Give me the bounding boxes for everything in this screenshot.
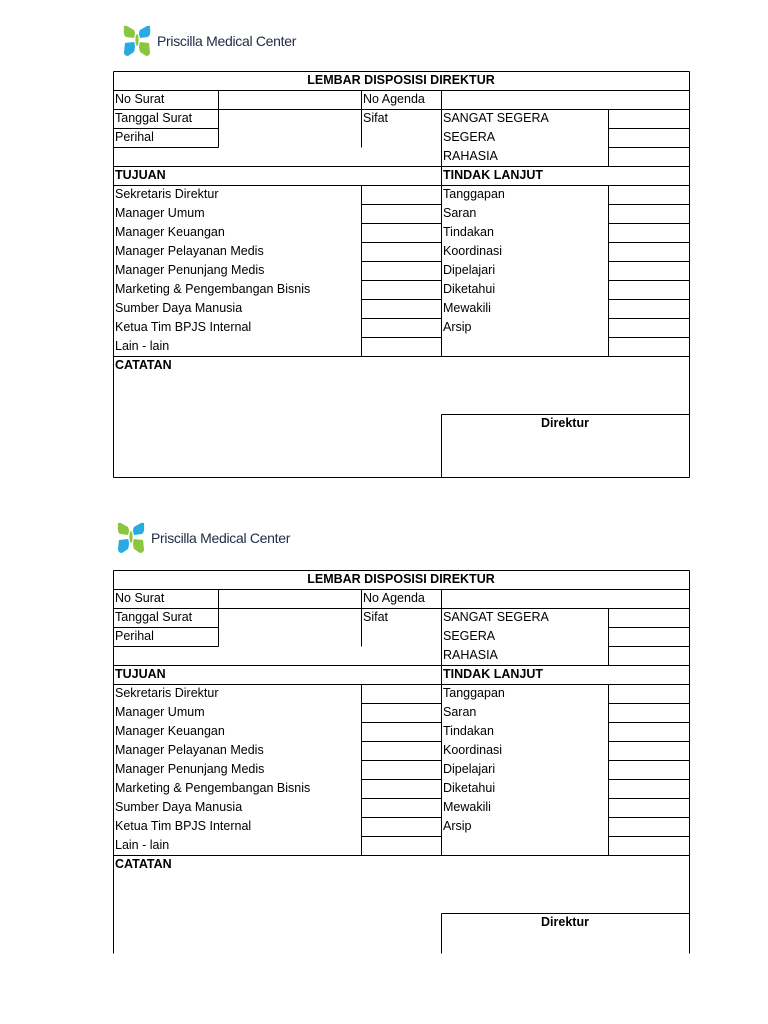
- no-surat-label: No Surat: [115, 92, 165, 106]
- tanggal-surat-label: Tanggal Surat: [115, 610, 193, 624]
- tujuan-item: Lain - lain: [115, 339, 170, 353]
- no-agenda-label: No Agenda: [363, 92, 425, 106]
- tindak-lanjut-item: Dipelajari: [443, 263, 496, 277]
- logo: [115, 521, 290, 555]
- tindak-lanjut-item: Saran: [443, 705, 477, 719]
- tujuan-item: Marketing & Pengembangan Bisnis: [115, 282, 311, 296]
- tujuan-item: Sumber Daya Manusia: [115, 800, 243, 814]
- direktur-signature-label: Direktur: [541, 416, 589, 430]
- tujuan-item: Marketing & Pengembangan Bisnis: [115, 781, 311, 795]
- disposition-form: [113, 71, 689, 477]
- tujuan-item: Manager Penunjang Medis: [115, 263, 265, 277]
- tujuan-header: TUJUAN: [115, 667, 166, 681]
- tujuan-item: Manager Pelayanan Medis: [115, 244, 264, 258]
- butterfly-logo-icon: [121, 24, 153, 58]
- form-title: LEMBAR DISPOSISI DIREKTUR: [307, 572, 495, 586]
- catatan-label: CATATAN: [115, 358, 172, 372]
- tindak-lanjut-item: Mewakili: [443, 301, 491, 315]
- tujuan-item: Manager Umum: [115, 705, 205, 719]
- tindak-lanjut-item: Tanggapan: [443, 686, 505, 700]
- tindak-lanjut-item: Saran: [443, 206, 477, 220]
- perihal-label: Perihal: [115, 629, 154, 643]
- butterfly-logo-icon: [115, 521, 147, 555]
- sifat-label: Sifat: [363, 610, 389, 624]
- tindak-lanjut-item: Arsip: [443, 320, 472, 334]
- tindak-lanjut-item: Diketahui: [443, 781, 496, 795]
- sifat-option: SEGERA: [443, 629, 496, 643]
- tujuan-item: Sekretaris Direktur: [115, 686, 219, 700]
- logo-text: Priscilla Medical Center: [157, 33, 297, 49]
- direktur-signature-label: Direktur: [541, 915, 589, 929]
- disposition-form: [113, 570, 689, 953]
- tindak-lanjut-item: Tindakan: [443, 225, 494, 239]
- logo-text: Priscilla Medical Center: [151, 530, 291, 546]
- tindak-lanjut-item: Dipelajari: [443, 762, 496, 776]
- tindak-lanjut-item: Diketahui: [443, 282, 496, 296]
- tujuan-item: Lain - lain: [115, 838, 170, 852]
- tindak-lanjut-item: Tanggapan: [443, 187, 505, 201]
- tindak-lanjut-item: Mewakili: [443, 800, 491, 814]
- tujuan-item: Manager Keuangan: [115, 724, 225, 738]
- tujuan-header: TUJUAN: [115, 168, 166, 182]
- tujuan-item: Manager Umum: [115, 206, 205, 220]
- tujuan-item: Ketua Tim BPJS Internal: [115, 819, 252, 833]
- form-title: LEMBAR DISPOSISI DIREKTUR: [307, 73, 495, 87]
- sifat-option: RAHASIA: [443, 149, 498, 163]
- tujuan-item: Manager Keuangan: [115, 225, 225, 239]
- sifat-option: SANGAT SEGERA: [443, 111, 549, 125]
- tujuan-item: Sekretaris Direktur: [115, 187, 219, 201]
- sifat-option: SANGAT SEGERA: [443, 610, 549, 624]
- tujuan-item: Ketua Tim BPJS Internal: [115, 320, 252, 334]
- tindak-lanjut-item: Koordinasi: [443, 244, 503, 258]
- no-surat-label: No Surat: [115, 591, 165, 605]
- tindak-lanjut-header: TINDAK LANJUT: [443, 667, 543, 681]
- tujuan-item: Manager Penunjang Medis: [115, 762, 265, 776]
- tanggal-surat-label: Tanggal Surat: [115, 111, 193, 125]
- catatan-label: CATATAN: [115, 857, 172, 871]
- no-agenda-label: No Agenda: [363, 591, 425, 605]
- tindak-lanjut-item: Koordinasi: [443, 743, 503, 757]
- tujuan-item: Sumber Daya Manusia: [115, 301, 243, 315]
- logo: [121, 24, 296, 58]
- perihal-label: Perihal: [115, 130, 154, 144]
- tindak-lanjut-header: TINDAK LANJUT: [443, 168, 543, 182]
- sifat-option: SEGERA: [443, 130, 496, 144]
- tindak-lanjut-item: Arsip: [443, 819, 472, 833]
- sifat-label: Sifat: [363, 111, 389, 125]
- tujuan-item: Manager Pelayanan Medis: [115, 743, 264, 757]
- tindak-lanjut-item: Tindakan: [443, 724, 494, 738]
- sifat-option: RAHASIA: [443, 648, 498, 662]
